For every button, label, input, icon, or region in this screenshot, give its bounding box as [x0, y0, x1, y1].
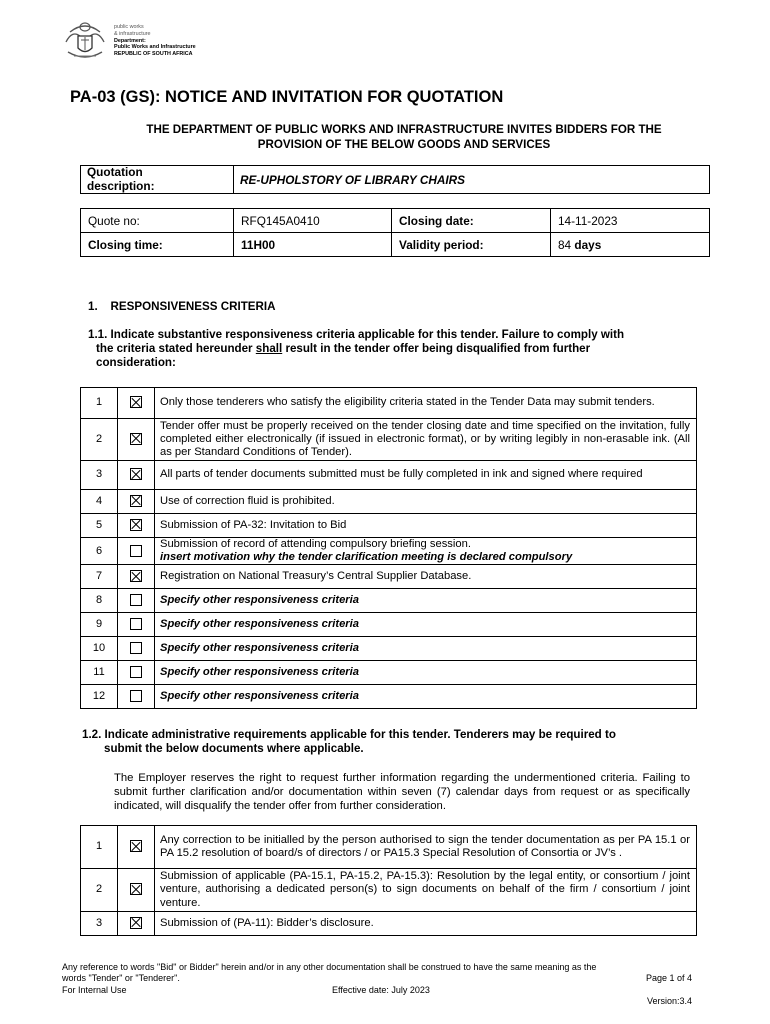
criteria-row [81, 589, 697, 613]
section-1-2-line-2: submit the below documents where applicable. [104, 742, 364, 755]
criteria-description: Tender offer must be properly received on the tender closing date and time specified on the invitation, fully completed either electronically (if issued in electronic format), or by writing legibly in non-erasable ink. (All as per Standard Conditions of Tender). [160, 419, 690, 459]
validity-value [551, 233, 710, 257]
validity-label: Validity period: [392, 233, 551, 257]
criteria-description: Submission of PA-32: Invitation to Bid [160, 518, 347, 531]
criteria-number: 2 [81, 419, 118, 461]
admin-row [81, 869, 697, 912]
section-1-1-line-3: consideration: [96, 356, 176, 369]
responsiveness-criteria-table [80, 387, 697, 709]
criteria-row [81, 613, 697, 637]
admin-checkbox-cell [118, 826, 155, 869]
logo-line-2: & infrastructure [114, 30, 151, 37]
quote-no-value: RFQ145A0410 [234, 209, 392, 233]
section-1-1-heading [88, 328, 624, 370]
criteria-placeholder: Specify other responsiveness criteria [160, 618, 359, 631]
criteria-row [81, 538, 697, 565]
page-number: Page 1 of 4 [645, 973, 692, 983]
employer-paragraph: The Employer reserves the right to request further information regarding the undermentioned criteria. Failing to submit further clarification and/or documentation within seven (7) calendar days from request or as specifically indicated, will disqualify the tender offer from further consideration. [114, 772, 690, 812]
checked-checkbox[interactable] [130, 570, 142, 582]
desc-label [81, 166, 234, 194]
unchecked-checkbox[interactable] [130, 594, 142, 606]
footer-effective-date: Effective date: July 2023 [332, 985, 430, 995]
criteria-motivation: insert motivation why the tender clarification meeting is declared compulsory [160, 551, 573, 564]
footer-internal: For Internal Use [62, 985, 127, 995]
criteria-placeholder: Specify other responsiveness criteria [160, 666, 359, 679]
admin-number: 1 [81, 826, 118, 869]
criteria-text [155, 514, 697, 538]
closing-time-label: Closing time: [81, 233, 234, 257]
criteria-text [155, 565, 697, 589]
admin-number: 2 [81, 869, 118, 912]
page-subtitle [70, 123, 738, 152]
section-1-2-heading [82, 728, 616, 756]
criteria-text [155, 490, 697, 514]
admin-text [155, 912, 697, 936]
criteria-number: 3 [81, 461, 118, 490]
criteria-checkbox-cell [118, 514, 155, 538]
admin-text [155, 869, 697, 912]
criteria-row [81, 461, 697, 490]
criteria-checkbox-cell [118, 461, 155, 490]
criteria-description: Use of correction fluid is prohibited. [160, 494, 335, 507]
checked-checkbox[interactable] [130, 519, 142, 531]
criteria-row [81, 419, 697, 461]
criteria-checkbox-cell [118, 388, 155, 419]
admin-text [155, 826, 697, 869]
logo-line-3: Department: [114, 37, 146, 44]
criteria-checkbox-cell [118, 637, 155, 661]
validity-number: 84 [558, 237, 572, 252]
criteria-number: 9 [81, 613, 118, 637]
criteria-checkbox-cell [118, 419, 155, 461]
closing-date-value: 14-11-2023 [551, 209, 710, 233]
section-1-1-line-2c: result in the tender offer being disqualified from further [282, 342, 591, 355]
criteria-text [155, 589, 697, 613]
criteria-row [81, 685, 697, 709]
section-1-1-line-2a: the criteria stated hereunder [96, 342, 256, 355]
logo-line-5: REPUBLIC OF SOUTH AFRICA [114, 51, 193, 58]
criteria-row [81, 637, 697, 661]
criteria-text [155, 661, 697, 685]
criteria-row [81, 565, 697, 589]
coat-of-arms-icon [62, 18, 108, 62]
criteria-number: 5 [81, 514, 118, 538]
criteria-number: 7 [81, 565, 118, 589]
criteria-number: 6 [81, 538, 118, 565]
criteria-description: All parts of tender documents submitted must be fully completed in ink and signed where required [160, 468, 643, 481]
closing-date-label: Closing date: [392, 209, 551, 233]
criteria-number: 10 [81, 637, 118, 661]
admin-row [81, 826, 697, 869]
logo-line-1: public works [114, 24, 144, 30]
criteria-description: Submission of record of attending compulsory briefing session. [160, 538, 471, 550]
footer-note [62, 962, 702, 984]
criteria-checkbox-cell [118, 490, 155, 514]
admin-row [81, 912, 697, 936]
criteria-text [155, 419, 697, 461]
criteria-text [155, 461, 697, 490]
department-logo [62, 18, 196, 67]
admin-description: Submission of (PA-11): Bidder’s disclosure. [160, 916, 374, 929]
criteria-row [81, 490, 697, 514]
administrative-requirements-table [80, 825, 697, 936]
desc-label-line-2: description: [87, 178, 155, 193]
criteria-checkbox-cell [118, 661, 155, 685]
checked-checkbox[interactable] [130, 468, 142, 480]
criteria-text [155, 685, 697, 709]
admin-checkbox-cell [118, 912, 155, 936]
criteria-checkbox-cell [118, 538, 155, 565]
unchecked-checkbox[interactable] [130, 618, 142, 630]
criteria-number: 8 [81, 589, 118, 613]
footer-note-line-1: Any reference to words "Bid" or Bidder" herein and/or in any other documentation shall be construed to have the same meaning as the [62, 962, 597, 972]
checked-checkbox[interactable] [130, 396, 142, 408]
checked-checkbox[interactable] [130, 883, 142, 895]
criteria-placeholder: Specify other responsiveness criteria [160, 594, 359, 607]
criteria-text [155, 538, 697, 565]
criteria-description: Only those tenderers who satisfy the eligibility criteria stated in the Tender Data may submit tenders. [160, 396, 655, 409]
admin-number: 3 [81, 912, 118, 936]
section-1-2-line-1: 1.2. Indicate administrative requirements applicable for this tender. Tenderers may be required to [82, 728, 616, 741]
criteria-row [81, 514, 697, 538]
quotation-description-table [80, 165, 710, 194]
criteria-placeholder: Specify other responsiveness criteria [160, 690, 359, 703]
admin-description: Submission of applicable (PA-15.1, PA-15.2, PA-15.3): Resolution by the legal entity, or consortium / joint venture, authorising a dedicated person(s) to sign documents on behalf of the firm / consortium / joint venture. [160, 870, 690, 909]
unchecked-checkbox[interactable] [130, 690, 142, 702]
criteria-description: Registration on National Treasury’s Central Supplier Database. [160, 570, 472, 583]
criteria-checkbox-cell [118, 589, 155, 613]
footer-note-line-2: words "Tender" or "Tenderer". [62, 973, 180, 983]
criteria-checkbox-cell [118, 613, 155, 637]
unchecked-checkbox[interactable] [130, 666, 142, 678]
criteria-number: 11 [81, 661, 118, 685]
criteria-checkbox-cell [118, 685, 155, 709]
shall-emphasis: shall [255, 342, 283, 355]
page-title: PA-03 (GS): NOTICE AND INVITATION FOR QUOTATION [70, 88, 504, 106]
criteria-placeholder: Specify other responsiveness criteria [160, 642, 359, 655]
section-1-1-line-2 [88, 342, 624, 356]
unchecked-checkbox[interactable] [130, 545, 142, 557]
closing-time-value: 11H00 [234, 233, 392, 257]
quote-no-label: Quote no: [81, 209, 234, 233]
desc-label-line-1: Quotation [87, 165, 143, 179]
criteria-number: 12 [81, 685, 118, 709]
admin-checkbox-cell [118, 869, 155, 912]
criteria-number: 4 [81, 490, 118, 514]
criteria-text [155, 637, 697, 661]
subtitle-line-2: PROVISION OF THE BELOW GOODS AND SERVICES [257, 137, 551, 151]
checked-checkbox[interactable] [130, 840, 142, 852]
checked-checkbox[interactable] [130, 433, 142, 445]
validity-unit: days [574, 237, 602, 252]
desc-value: RE-UPHOLSTORY OF LIBRARY CHAIRS [234, 166, 710, 194]
logo-line-4: Public Works and Infrastructure [114, 44, 196, 51]
criteria-text [155, 388, 697, 419]
criteria-row [81, 661, 697, 685]
criteria-number: 1 [81, 388, 118, 419]
section-1-heading: 1. RESPONSIVENESS CRITERIA [88, 300, 276, 313]
quote-details-table [80, 208, 710, 257]
footer-version: Version:3.4 [646, 996, 692, 1006]
checked-checkbox[interactable] [130, 495, 142, 507]
criteria-text [155, 613, 697, 637]
section-1-1-line-1: 1.1. Indicate substantive responsiveness criteria applicable for this tender. Failure to comply with [88, 328, 625, 341]
unchecked-checkbox[interactable] [130, 642, 142, 654]
criteria-row [81, 388, 697, 419]
subtitle-line-1: THE DEPARTMENT OF PUBLIC WORKS AND INFRASTRUCTURE INVITES BIDDERS FOR THE [146, 123, 662, 136]
admin-description: Any correction to be initialled by the person authorised to sign the tender documentation as per PA 15.1 or PA 15.2 resolution of board/s of directors / or PA15.3 Special Resolution of Consortia or JV’s . [160, 833, 690, 859]
checked-checkbox[interactable] [130, 917, 142, 929]
criteria-checkbox-cell [118, 565, 155, 589]
